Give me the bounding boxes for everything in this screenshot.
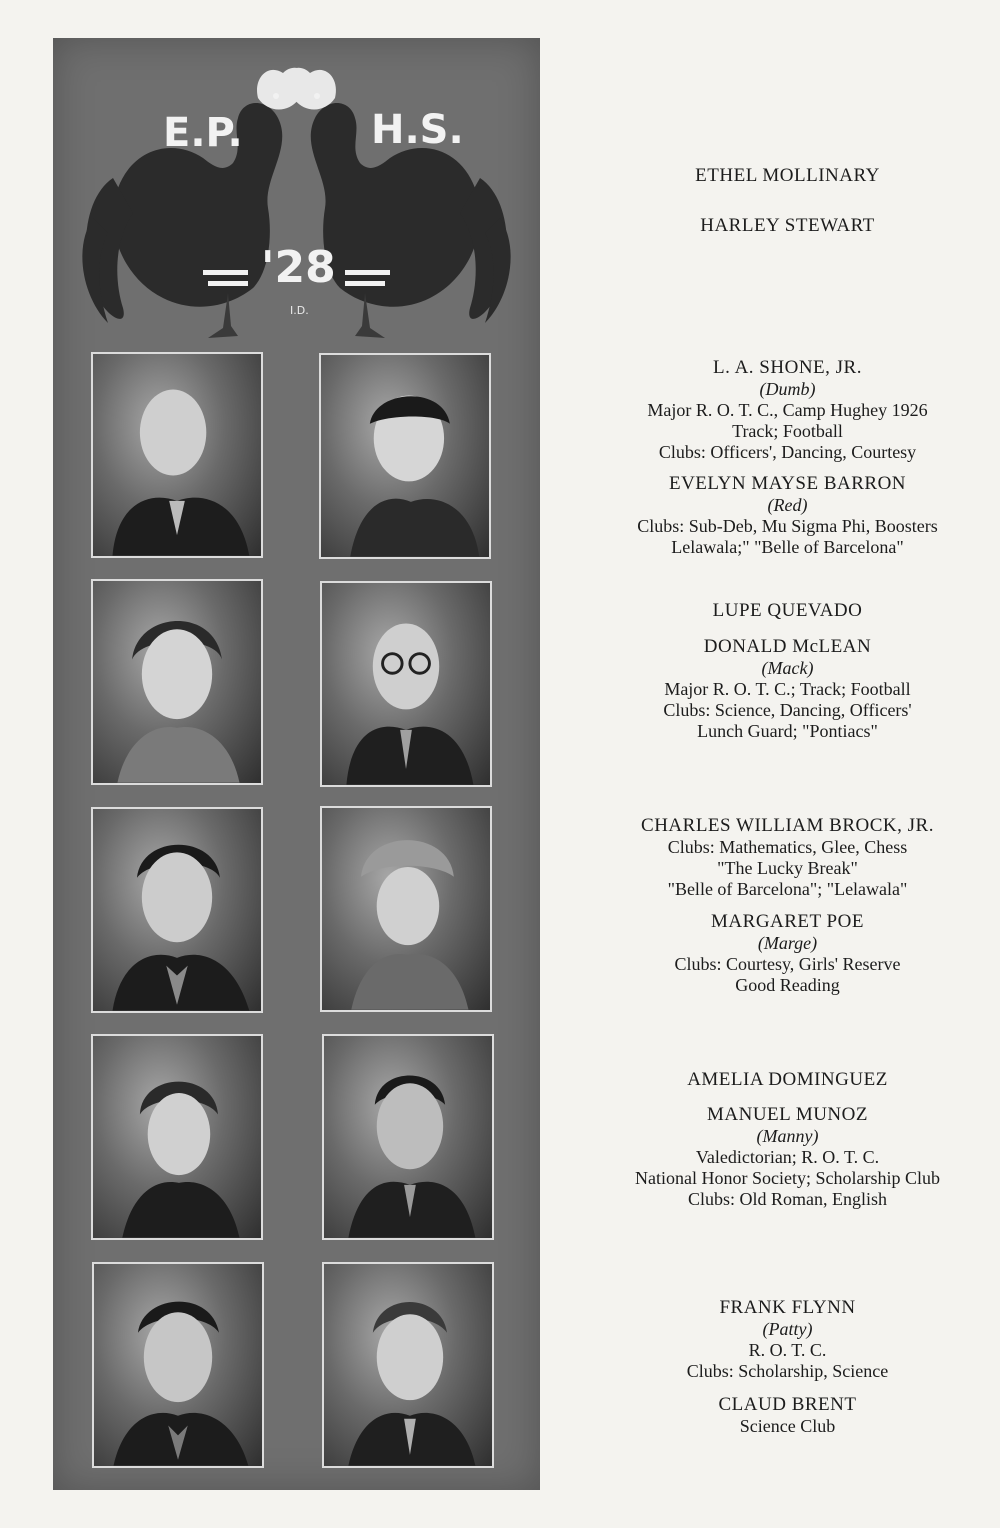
senior-entry xyxy=(590,215,985,237)
portrait-photo xyxy=(91,579,263,785)
portrait-photo xyxy=(322,1034,494,1240)
portrait-photo xyxy=(322,1262,494,1468)
portrait-image xyxy=(324,1264,492,1466)
portrait-photo xyxy=(319,353,491,559)
senior-activity: "The Lucky Break" xyxy=(717,858,858,878)
senior-activity: Clubs: Scholarship, Science xyxy=(686,1361,889,1381)
portrait-image xyxy=(322,583,490,785)
senior-activity: Track; Football xyxy=(732,421,843,441)
senior-entry xyxy=(590,911,985,996)
portrait-panel xyxy=(53,38,540,1490)
senior-entry xyxy=(590,1069,985,1091)
senior-entry xyxy=(590,165,985,187)
senior-entry xyxy=(590,1104,985,1210)
senior-activity: Clubs: Science, Dancing, Officers' xyxy=(663,700,912,720)
class-banner xyxy=(53,38,540,358)
senior-activity: Valedictorian; R. O. T. C. xyxy=(695,1147,880,1167)
senior-activity: R. O. T. C. xyxy=(748,1340,827,1360)
senior-name: HARLEY STEWART xyxy=(700,215,875,236)
banner-right-text: H.S. xyxy=(371,107,464,153)
senior-nickname: (Red) xyxy=(767,495,808,515)
senior-entry xyxy=(590,357,985,463)
senior-activity: National Honor Society; Scholarship Club xyxy=(635,1168,940,1188)
senior-entry xyxy=(590,1394,985,1437)
portrait-image xyxy=(93,581,261,783)
artist-initials: I.D. xyxy=(290,304,309,317)
portrait-image xyxy=(322,808,490,1010)
portrait-photo xyxy=(320,581,492,787)
portrait-image xyxy=(93,354,261,556)
senior-name: MARGARET POE xyxy=(711,911,864,932)
senior-activity: Clubs: Mathematics, Glee, Chess xyxy=(667,837,908,857)
portrait-image xyxy=(321,355,489,557)
portrait-image xyxy=(94,1264,262,1466)
senior-activity: Clubs: Sub-Deb, Mu Sigma Phi, Boosters xyxy=(637,516,938,536)
portrait-photo xyxy=(91,352,263,558)
senior-activity: Lunch Guard; "Pontiacs" xyxy=(697,721,878,741)
senior-name: LUPE QUEVADO xyxy=(712,600,863,621)
senior-entry xyxy=(590,1297,985,1382)
senior-activity: "Belle of Barcelona"; "Lelawala" xyxy=(667,879,908,899)
senior-entry xyxy=(590,636,985,742)
portrait-photo xyxy=(91,1034,263,1240)
senior-activity: Clubs: Old Roman, English xyxy=(687,1189,887,1209)
senior-name: EVELYN MAYSE BARRON xyxy=(668,473,907,494)
banner-left-text: E.P. xyxy=(163,110,243,156)
senior-name: L. A. SHONE, JR. xyxy=(713,357,862,378)
senior-name: AMELIA DOMINGUEZ xyxy=(687,1069,888,1090)
senior-name: MANUEL MUNOZ xyxy=(707,1104,868,1125)
portrait-image xyxy=(93,809,261,1011)
senior-activity: Major R. O. T. C., Camp Hughey 1926 xyxy=(647,400,928,420)
senior-entry xyxy=(590,815,985,900)
senior-activity: Science Club xyxy=(739,1416,836,1436)
senior-name: ETHEL MOLLINARY xyxy=(695,165,880,186)
senior-entry xyxy=(590,600,985,622)
portrait-photo xyxy=(91,807,263,1013)
senior-activity: Clubs: Officers', Dancing, Courtesy xyxy=(658,442,917,462)
senior-activity: Major R. O. T. C.; Track; Football xyxy=(664,679,911,699)
portrait-image xyxy=(324,1036,492,1238)
senior-nickname: (Manny) xyxy=(756,1126,819,1146)
senior-nickname: (Dumb) xyxy=(759,379,816,399)
portrait-image xyxy=(93,1036,261,1238)
senior-activity: Good Reading xyxy=(735,975,840,995)
senior-entries xyxy=(590,0,985,1528)
senior-entry xyxy=(590,473,985,558)
senior-nickname: (Patty) xyxy=(762,1319,813,1339)
senior-activity: Lelawala;" "Belle of Barcelona" xyxy=(671,537,904,557)
senior-nickname: (Marge) xyxy=(757,933,818,953)
senior-name: CLAUD BRENT xyxy=(718,1394,857,1415)
senior-nickname: (Mack) xyxy=(761,658,814,678)
banner-year: '28 xyxy=(261,242,336,293)
senior-name: FRANK FLYNN xyxy=(719,1297,856,1318)
senior-activity: Clubs: Courtesy, Girls' Reserve xyxy=(674,954,901,974)
portrait-photo xyxy=(320,806,492,1012)
senior-name: CHARLES WILLIAM BROCK, JR. xyxy=(641,815,934,836)
portrait-photo xyxy=(92,1262,264,1468)
senior-name: DONALD McLEAN xyxy=(703,636,872,657)
